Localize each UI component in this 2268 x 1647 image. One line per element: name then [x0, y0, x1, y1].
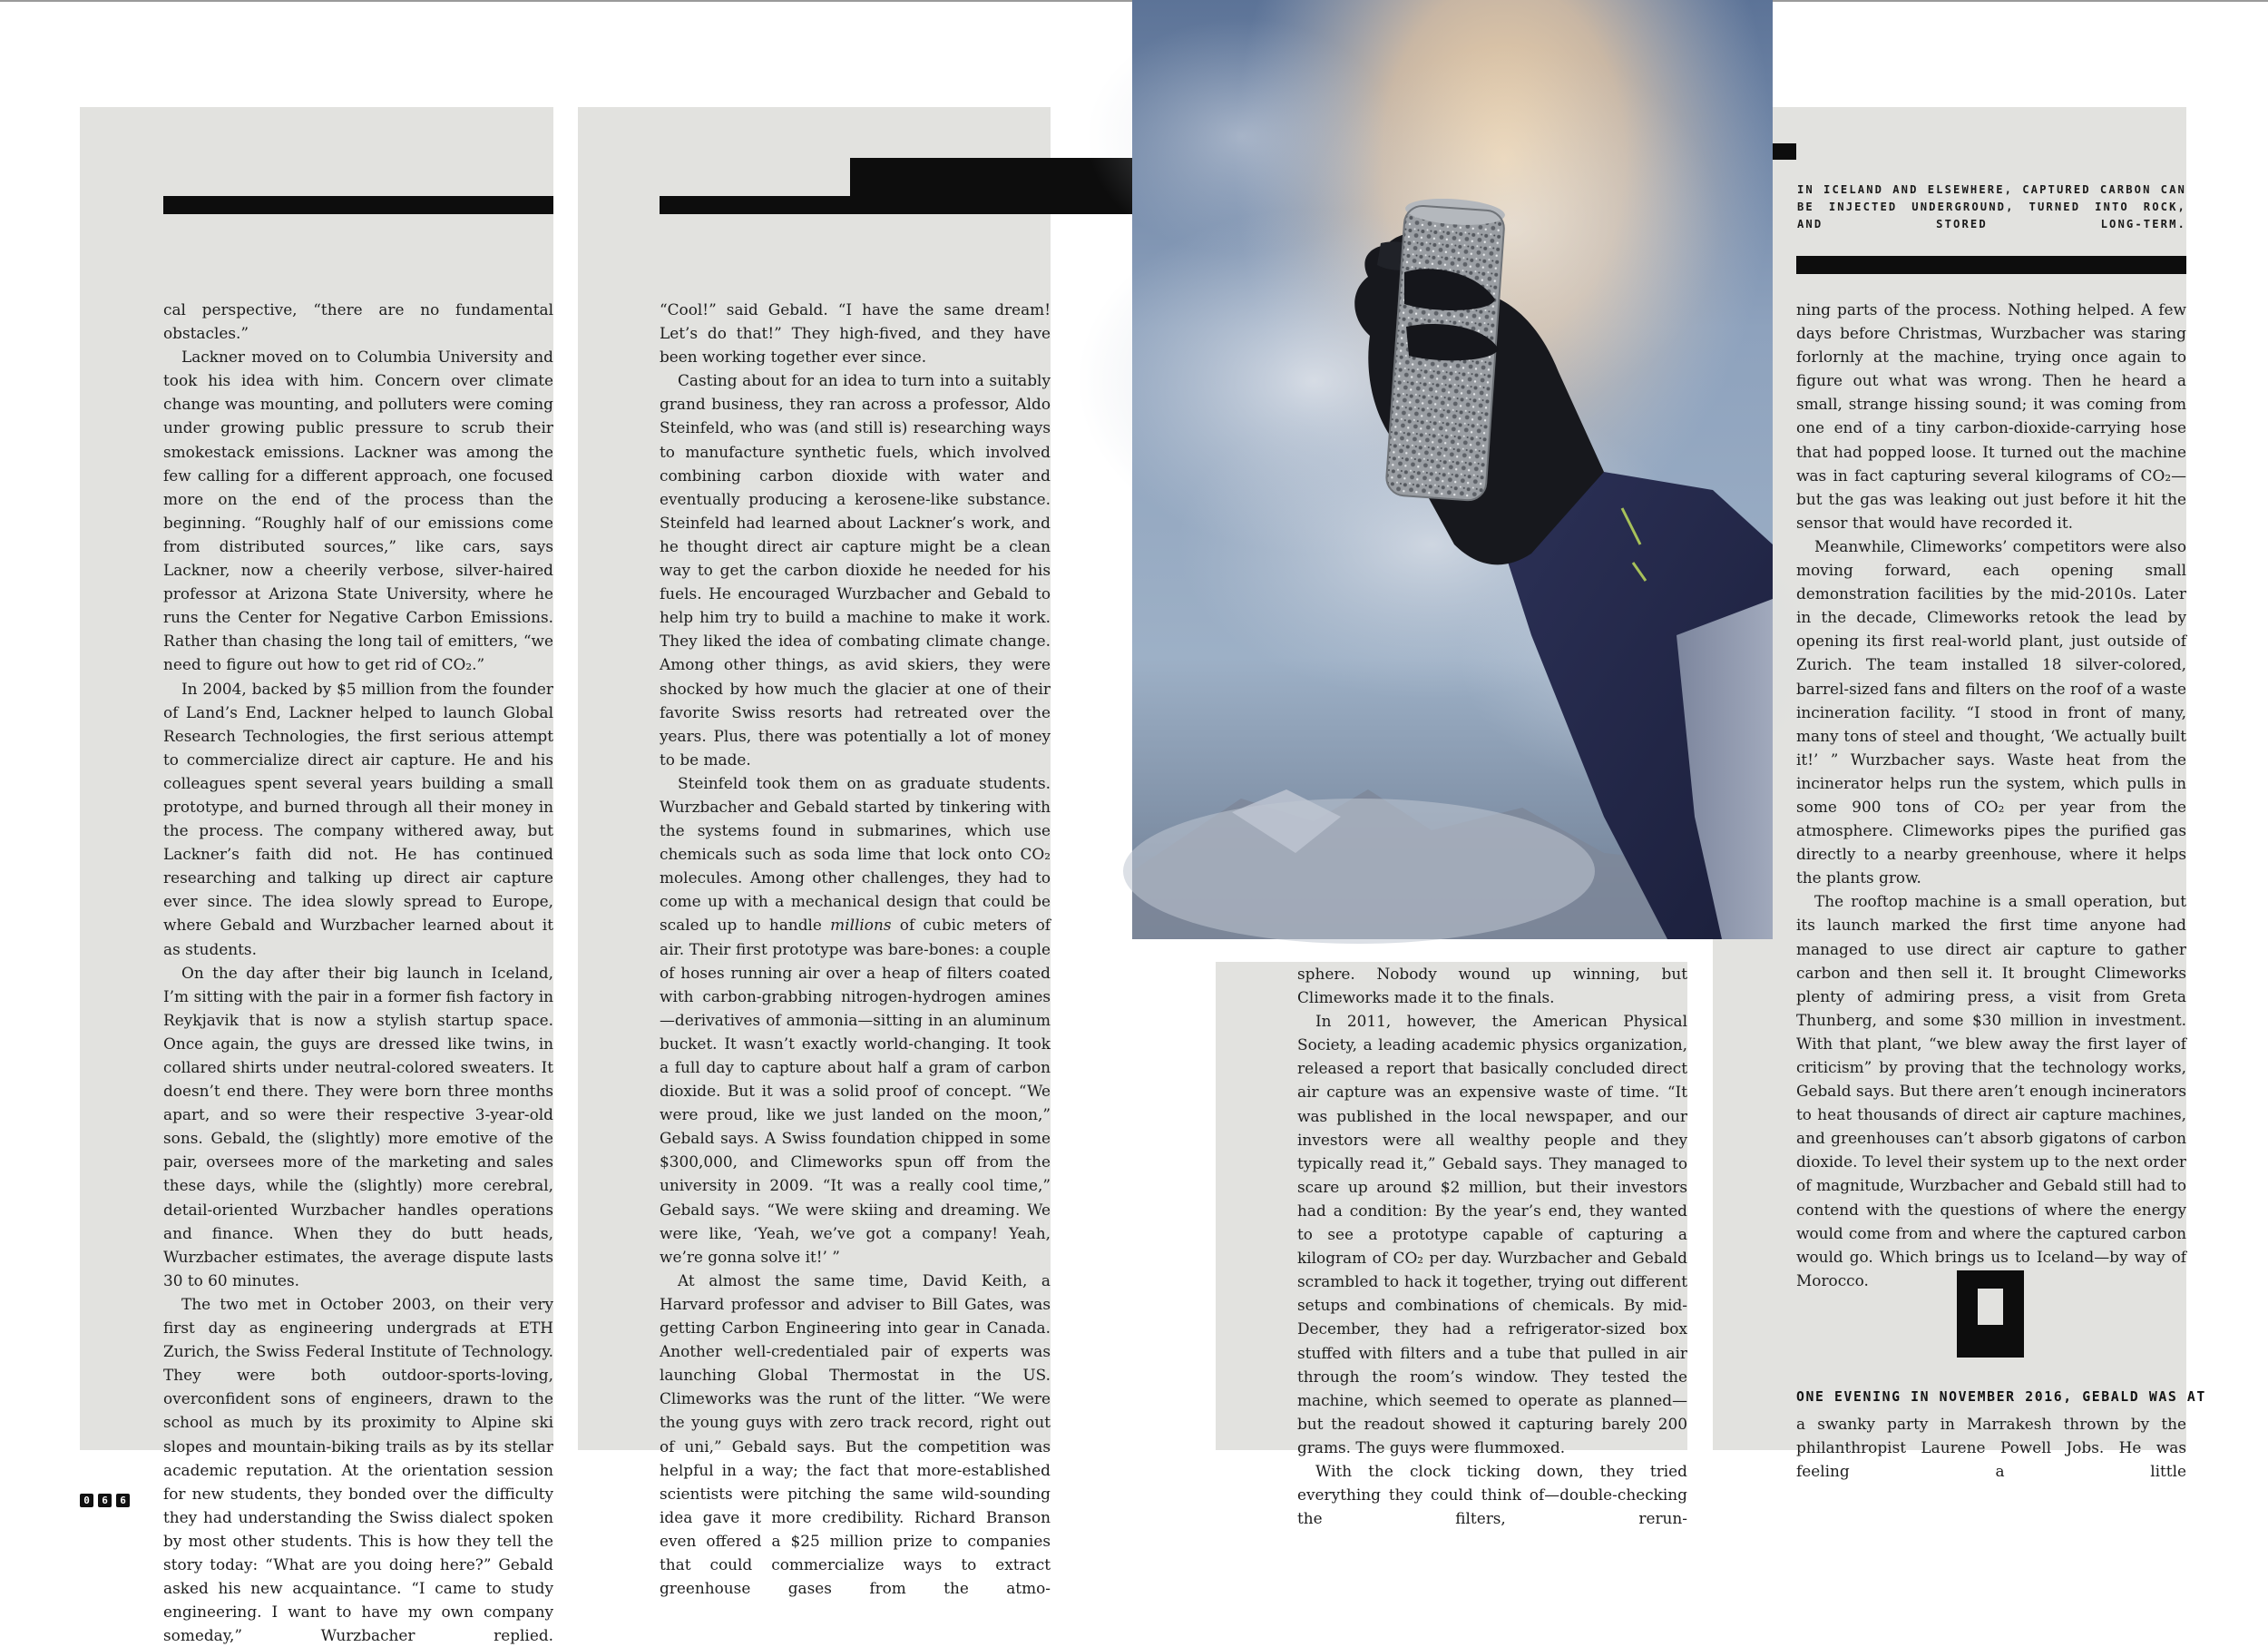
- paragraph-text: Steinfeld took them on as graduate students. Wurzbacher and Gebald started by tinkering with the systems found in submarines, which use chemicals such as soda lime that lock onto CO₂ molecules. Among other challenges, they had to come up with a mechanical design that could be scaled up to handle: [660, 773, 1051, 935]
- article-column-3: [1297, 962, 1687, 1528]
- paragraph-text: of cubic meters of air. Their first prototype was bare-bones: a couple of hoses running air over a heap of filters coated with carbon-grabbing nitrogen-hydrogen amines—derivatives of ammonia—sitting in an aluminum bucket. It wasn’t exactly world-changing. It took a full day to capture about half a gram of carbon dioxide. But it was a solid proof of concept. “We were proud, like we just landed on the moon,” Gebald says. A Swiss foundation chipped in some $300,000, and Climeworks spun off from the university in 2009. “It was a really cool time,” Gebald says. “We were skiing and dreaming. We were like, ‘Yeah, we’ve got a company! Yeah, we’re gonna solve it!’ ”: [660, 916, 1051, 1266]
- photo-caption: IN ICELAND AND ELSEWHERE, CAPTURED CARBON CAN BE INJECTED UNDERGROUND, TURNED INTO ROCK, AND STORED LONG-TERM.: [1797, 183, 2186, 230]
- column-2-paragraph: At almost the same time, David Keith, a Harvard professor and adviser to Bill Gates, was getting Carbon Engineering into gear in Canada. Another well-credentialed pair of experts was launching Global Thermostat in the US. Climeworks was the runt of the litter. “We were the young guys with zero track record, right out of uni,” Gebald says. But the competition was helpful in a way; the fact that more-established scientists were pitching the same wild-sounding idea gave it more credibility. Richard Branson even offered a $25 million prize to companies that could commercialize ways to extract greenhouse gases from the atmo-: [660, 1270, 1051, 1598]
- photo-hand-holding-carbon-rock: [1132, 0, 1773, 939]
- column-4-paragraph: Meanwhile, Climeworks’ competitors were also moving forward, each opening small demonstration facilities by the mid-2010s. Later in the decade, Climeworks retook the lead by opening its first real-world plant, just outside of Zurich. The team installed 18 silver-colored, barrel-sized fans and filters on the roof of a waste incineration facility. “I stood in front of many, many tons of steel and thought, ‘We actually built it!’ ” Wurzbacher says. Waste heat from the incinerator helps run the system, which pulls in some 900 tons of CO₂ per year from the atmosphere. Climeworks pipes the purified gas directly to a nearby greenhouse, where it helps the plants grow.: [1796, 536, 2186, 887]
- column-1-paragraph: cal perspective, “there are no fundamental obstacles.”: [163, 300, 553, 343]
- column-2-paragraph: Casting about for an idea to turn into a suitably grand business, they ran across a professor, Aldo Steinfeld, who was (and still is) researching ways to manufacture synthetic fuels, which involved combining carbon dioxide with water and eventually producing a kerosene-like substance. Steinfeld had learned about Lackner’s work, and he thought direct air capture might be a clean way to get the carbon dioxide he needed for his fuels. He encouraged Wurzbacher and Gebald to help him try to build a machine to make it work. They liked the idea of combating climate change. Among other things, as avid skiers, they were shocked by how much the glacier at one of their favorite Swiss resorts had retreated over the years. Plus, there was potentially a lot of money to be made.: [660, 371, 1051, 769]
- page-number-digit: 6: [116, 1494, 130, 1507]
- photo-right-tab: [1773, 143, 1796, 160]
- article-column-2: [660, 298, 1051, 1598]
- article-column-4: [1796, 298, 2186, 1289]
- caption-rule-bar: [1796, 256, 2186, 274]
- column-3-paragraph: In 2011, however, the American Physical Society, a leading academic physics organization, released a report that basically concluded direct air capture was an expensive waste of time. “It was published in the local newspaper, and our investors were all wealthy people and they typically read it,” Gebald says. They managed to scare up around $2 million, but their investors had a condition: By the year’s end, they wanted to see a prototype capable of capturing a kilogram of CO₂ per day. Wurzbacher and Gebald scrambled to hack it together, trying out different setups and combinations of chemicals. By mid-December, they had a refrigerator-sized box stuffed with filters and a tube that pulled in air through the room’s window. They tested the machine, which seemed to operate as planned—but the readout showed it capturing barely 200 grams. The guys were flummoxed.: [1297, 1012, 1687, 1456]
- section-lead-in: ONE EVENING IN NOVEMBER 2016, GEBALD WAS AT: [1796, 1389, 2206, 1405]
- column-1-paragraph: On the day after their big launch in Iceland, I’m sitting with the pair in a former fish factory in Reykjavik that is now a stylish startup space. Once again, the guys are dressed like twins, in collared shirts under neutral-colored sweaters. It doesn’t end there. They were born three months apart, and so were their respective 3-year-old sons. Gebald, the (slightly) more emotive of the pair, oversees more of the marketing and sales these days, while the (slightly) more cerebral, detail-oriented Wurzbacher handles operations and finance. When they do butt heads, Wurzbacher estimates, the average dispute lasts 30 to 60 minutes.: [163, 963, 553, 1289]
- column-1-paragraph: The two met in October 2003, on their very first day as engineering undergrads at ETH Zurich, the Swiss Federal Institute of Technology. They were both outdoor-sports-loving, overconfident sons of engineers, drawn to the school as much by its proximity to Alpine ski slopes and mountain-biking trails as by its stellar academic reputation. At the orientation session for new students, they bonded over the difficulty they had understanding the Swiss dialect spoken by most other students. This is how they tell the story today: “What are you doing here?” Gebald asked his new acquaintance. “I came to study engineering. I want to have my own company someday,” Wurzbacher replied.: [163, 1294, 553, 1645]
- column-1-paragraph: Lackner moved on to Columbia University and took his idea with him. Concern over climate change was mounting, and polluters were coming under growing public pressure to scrub their smokestack emissions. Lackner was among the few calling for a different approach, one focused more on the end of the process than the beginning. “Roughly half of our emissions come from distributed sources,” like cars, says Lackner, now a cheerily verbose, silver-haired professor at Arizona State University, where he runs the Center for Negative Carbon Emissions. Rather than chasing the long tail of emitters, “we need to figure out how to get rid of CO₂.”: [163, 348, 553, 674]
- page-number-digit: 0: [80, 1494, 93, 1507]
- column-1-header-bar: [163, 196, 553, 214]
- column-4-paragraph: a swanky party in Marrakesh thrown by the philanthropist Laurene Powell Jobs. He was feeling a little: [1796, 1415, 2186, 1481]
- column-4-paragraph: ning parts of the process. Nothing helped. A few days before Christmas, Wurzbacher was staring forlornly at the machine, trying once again to figure out what was wrong. Then he heard a small, strange hissing sound; it was coming from one end of a tiny carbon-dioxide-carrying hose that had popped loose. It turned out the machine was in fact capturing several kilograms of CO₂—but the gas was leaking out just before it hit the sensor that would have recorded it.: [1796, 300, 2186, 532]
- article-column-1: [163, 298, 553, 1645]
- article-column-4-continued: [1796, 1412, 2186, 1481]
- section-break-o-glyph: [1957, 1270, 2024, 1358]
- column-2-paragraph: [660, 771, 1051, 1269]
- column-4-paragraph: The rooftop machine is a small operation, but its launch marked the first time anyone had managed to use direct air capture to gather carbon and then sell it. It brought Climeworks plenty of admiring press, a visit from Greta Thunberg, and some $30 million in investment. With that plant, “we blew away the first layer of criticism” by proving that the technology works, Gebald says. But there aren’t enough incinerators to heat thousands of direct air capture machines, and greenhouses can’t absorb gigatons of carbon dioxide. To level their system up to the next order of magnitude, Wurzbacher and Gebald still had to contend with the questions of where the energy would come from and where the captured carbon would go. Which brings us to Iceland—by way of Morocco.: [1796, 892, 2186, 1289]
- photo-illustration: [1132, 0, 1773, 939]
- column-2-paragraph: “Cool!” said Gebald. “I have the same dream! Let’s do that!” They high-fived, and they have been working together ever since.: [660, 300, 1051, 367]
- emphasized-word: millions: [830, 916, 892, 935]
- page-number: [80, 1494, 130, 1507]
- column-3-paragraph: sphere. Nobody wound up winning, but Climeworks made it to the finals.: [1297, 965, 1687, 1007]
- column-3-paragraph: With the clock ticking down, they tried everything they could think of—double-checking the filters, rerun-: [1297, 1461, 1687, 1528]
- column-1-paragraph: In 2004, backed by $5 million from the founder of Land’s End, Lackner helped to launch Global Research Technologies, the first serious attempt to commercialize direct air capture. He and his colleagues spent several years building a small prototype, and burned through all their money in the process. The company withered away, but Lackner’s faith did not. He has continued researching and talking up direct air capture ever since. The idea slowly spread to Europe, where Gebald and Wurzbacher learned about it as students.: [163, 679, 553, 958]
- column-2-header-block: [850, 158, 1132, 214]
- page-number-digit: 6: [98, 1494, 112, 1507]
